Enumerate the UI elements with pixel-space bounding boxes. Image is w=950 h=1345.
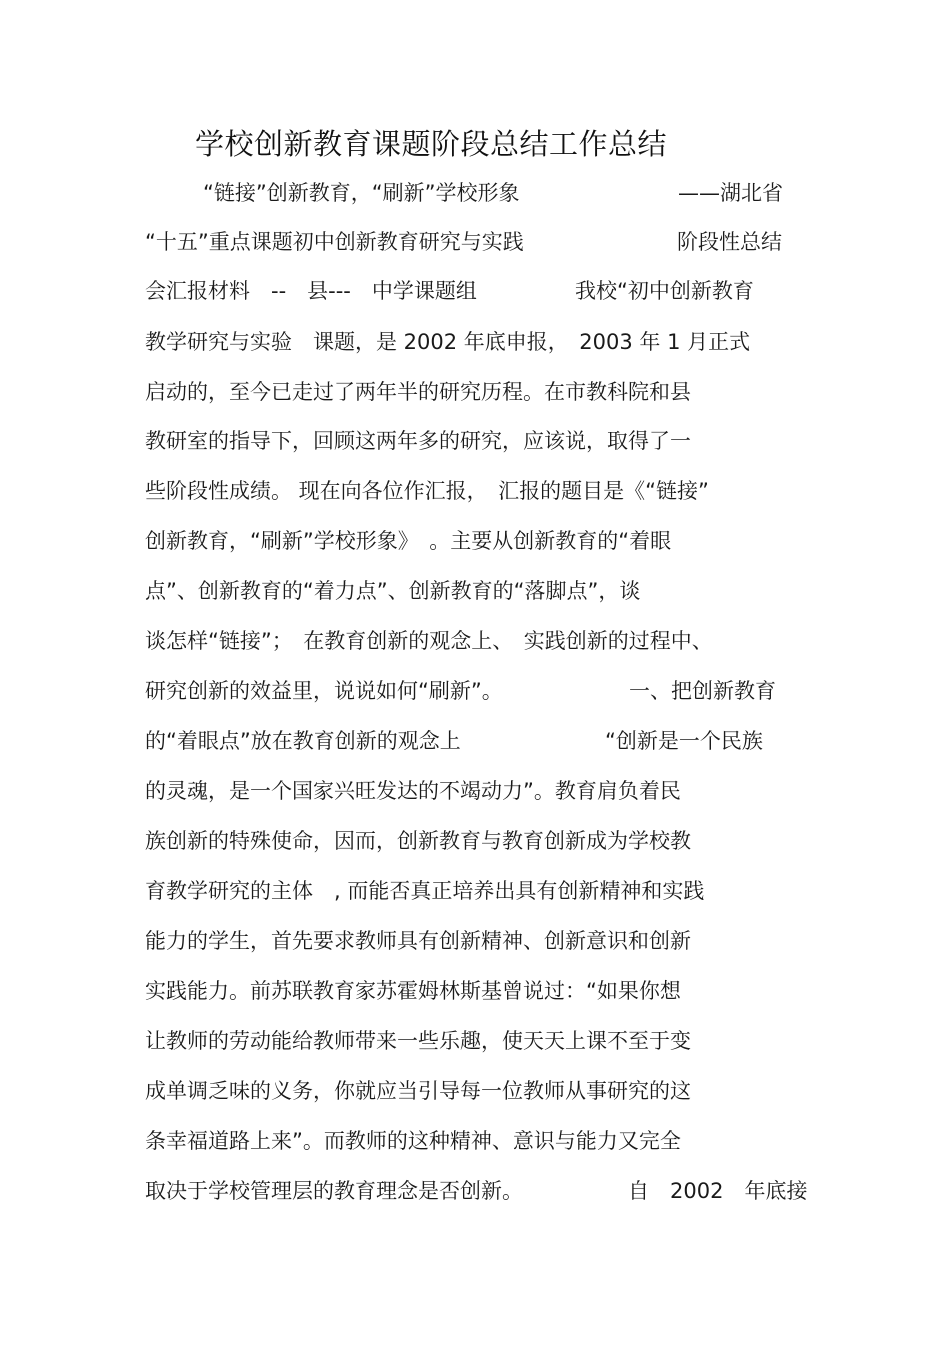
document-title: 学校创新教育课题阶段总结工作总结 <box>195 127 668 161</box>
line-17-text: 实践能力。前苏联教育家苏霍姆林斯基曾说过：“如果你想 <box>145 979 681 1003</box>
line-18-text: 让教师的劳动能给教师带来一些乐趣，使天天上课不至于变 <box>145 1029 691 1053</box>
line-21-left: 取决于学校管理层的教育理念是否创新。 <box>145 1179 523 1203</box>
line-20-text: 条幸福道路上来”。而教师的这种精神、意识与能力又完全 <box>145 1129 681 1153</box>
line-19-text: 成单调乏味的义务，你就应当引导每一位教师从事研究的这 <box>145 1079 691 1103</box>
line-2-left: “十五”重点课题初中创新教育研究与实践 <box>145 230 524 254</box>
line-8-text: 创新教育，“刷新”学校形象》 。主要从创新教育的“着眼 <box>145 529 672 553</box>
line-16-text: 能力的学生，首先要求教师具有创新精神、创新意识和创新 <box>145 929 691 953</box>
line-4-text: 教学研究与实验 课题，是 2002 年底申报， 2003 年 1 月正式 <box>145 330 751 354</box>
line-3-left: 会汇报材料 -- 县--- 中学课题组 <box>145 279 477 303</box>
line-11-right: 一、把创新教育 <box>629 679 776 703</box>
line-1-right: ——湖北省 <box>678 181 783 205</box>
line-13-text: 的灵魂，是一个国家兴旺发达的不竭动力”。教育肩负着民 <box>145 779 681 803</box>
line-12-right: “创新是一个民族 <box>605 729 763 753</box>
line-21-right: 自 2002 年底接 <box>628 1179 808 1203</box>
line-2-right: 阶段性总结 <box>677 230 782 254</box>
line-7-text: 些阶段性成绩。 现在向各位作汇报， 汇报的题目是《“链接” <box>145 479 709 503</box>
line-15-text: 育教学研究的主体 , 而能否真正培养出具有创新精神和实践 <box>145 879 705 903</box>
line-14-text: 族创新的特殊使命，因而，创新教育与教育创新成为学校教 <box>145 829 691 853</box>
line-3-right: 我校“初中创新教育 <box>575 279 754 303</box>
line-1-left: “链接”创新教育，“刷新”学校形象 <box>203 181 520 205</box>
line-10-text: 谈怎样“链接”； 在教育创新的观念上、 实践创新的过程中、 <box>145 629 713 653</box>
line-11-left: 研究创新的效益里，说说如何“刷新”。 <box>145 679 503 703</box>
line-12-left: 的“着眼点”放在教育创新的观念上 <box>145 729 461 753</box>
line-6-text: 教研室的指导下，回顾这两年多的研究，应该说，取得了一 <box>145 429 691 453</box>
line-9-text: 点”、创新教育的“着力点”、创新教育的“落脚点”，谈 <box>145 579 641 603</box>
line-5-text: 启动的，至今已走过了两年半的研究历程。在市教科院和县 <box>145 380 691 404</box>
